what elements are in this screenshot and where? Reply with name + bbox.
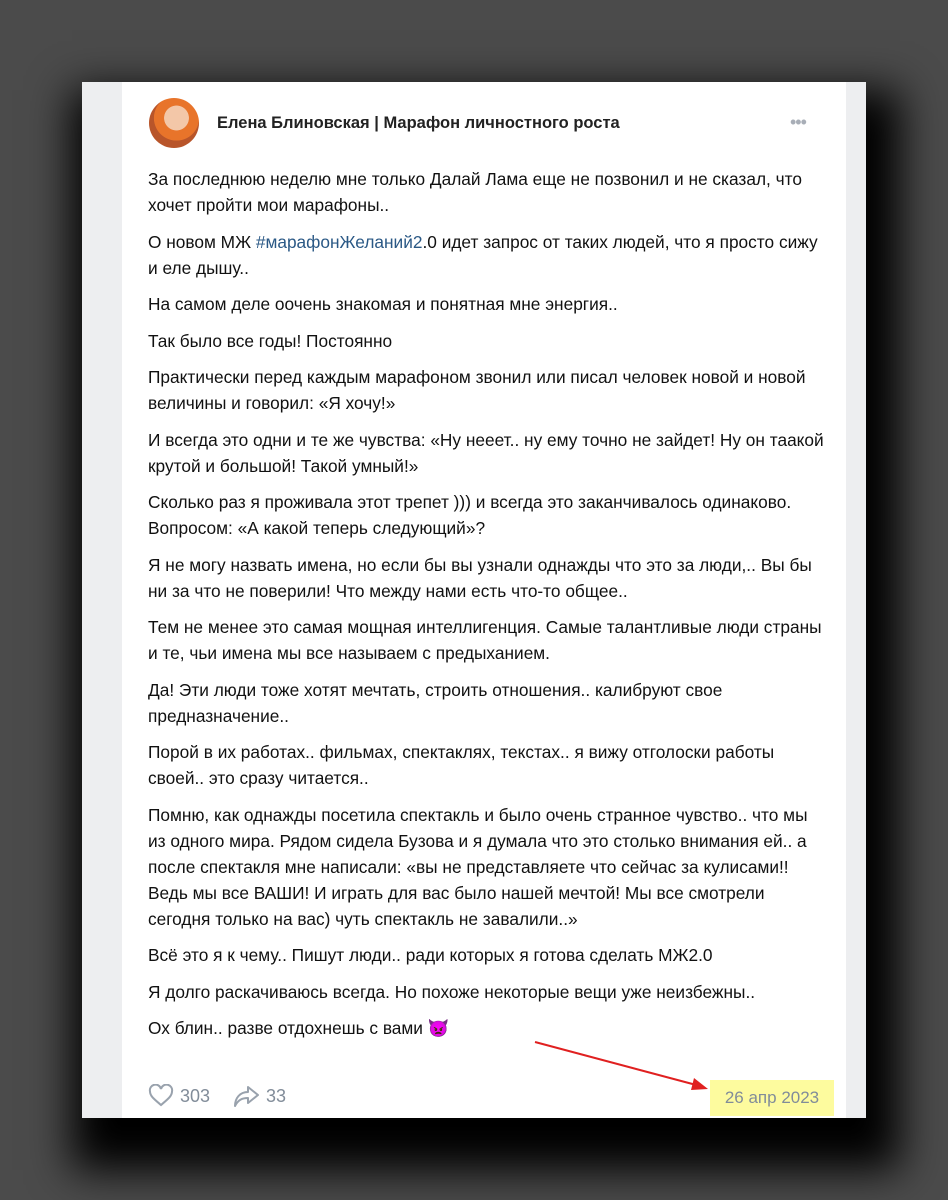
post-date[interactable]: 26 апр 2023 <box>710 1080 834 1116</box>
share-count: 33 <box>266 1085 287 1106</box>
like-count: 303 <box>180 1085 211 1106</box>
hashtag-link[interactable]: #марафонЖеланий2 <box>255 231 423 252</box>
more-options-icon[interactable]: ••• <box>790 112 806 132</box>
paragraph: Сколько раз я проживала этот трепет ))) и всегда это заканчивалось одинаково. Вопросом: «А какой теперь следующий»? <box>148 492 792 538</box>
paragraph: Я долго раскачиваюсь всегда. Но похоже некоторые вещи уже неизбежны.. <box>148 981 756 1002</box>
paragraph: Помню, как однажды посетила спектакль и было очень странное чувство.. что мы из одного мира. Рядом сидела Бузова и я думала что это столько внимания ей.. а после спектакля мне написали: «вы не представляете что сейчас за кулисами!! Ведь мы все ВАШИ! И играть для вас было нашей мечтой! Мы все смотрели сегодня только на вас) чуть спектакль не завалили..» <box>148 804 808 929</box>
paragraph: За последнюю неделю мне только Далай Лама еще не позвонил и не сказал, что хочет пройти мои марафоны.. <box>148 169 802 215</box>
paragraph-prefix: О новом МЖ <box>148 231 256 252</box>
paragraph: Я не могу назвать имена, но если бы вы узнали однажды что это за люди,.. Вы бы ни за что не поверили! Что между нами есть что-то общее.. <box>148 554 812 601</box>
paragraph: Да! Эти люди тоже хотят мечтать, строить отношения.. калибруют свое предназначение.. <box>148 679 723 726</box>
paragraph-suffix: .0 идет запрос от таких людей, что я просто сижу и еле дышу.. <box>148 231 818 278</box>
paragraph: Практически перед каждым марафоном звонил или писал человек новой и новой величины и говорил: «Я хочу!» <box>148 367 806 413</box>
paragraph: На самом деле оочень знакомая и понятная мне энергия.. <box>148 294 618 314</box>
paragraph: Всё это я к чему.. Пишут люди.. ради которых я готова сделать МЖ2.0 <box>148 945 713 965</box>
paragraph: Так было все годы! Постоянно <box>148 330 393 351</box>
author-name[interactable]: Елена Блиновская | Марафон личностного роста <box>217 114 620 132</box>
paragraph: Порой в их работах.. фильмах, спектаклях, текстах.. я вижу отголоски работы своей.. это сразу читается.. <box>148 742 775 788</box>
paragraph: И всегда это одни и те же чувства: «Ну нееет.. ну ему точно не зайдет! Ну он таакой крутой и большой! Такой умный!» <box>148 429 824 476</box>
paragraph: Тем не менее это самая мощная интеллигенция. Самые талантливые люди страны и те, чьи имена мы все называем с предыханием. <box>148 617 822 663</box>
paragraph: Ох блин.. разве отдохнешь с вами 👿 <box>148 1018 450 1038</box>
